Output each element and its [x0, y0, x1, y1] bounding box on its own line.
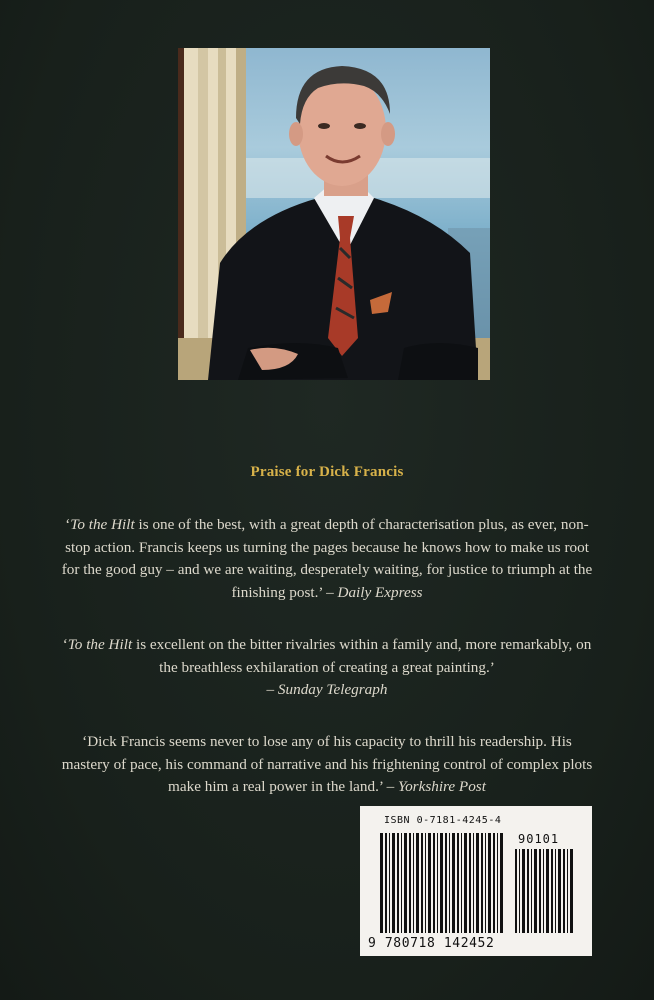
praise-heading: Praise for Dick Francis	[250, 464, 404, 480]
review-quote-yorkshire-post	[60, 731, 594, 799]
isbn-label: ISBN 0-7181-4245-4	[384, 815, 502, 826]
book-title: To the Hilt	[67, 636, 133, 653]
quote-text: is excellent on the bitter rivalries within a family and, more remarkably, on the breathless exhilaration of creating a great painting.’	[132, 636, 592, 676]
author-portrait-image	[178, 48, 490, 380]
ean-barcode-bars	[380, 833, 505, 933]
review-quote-sunday-telegraph: ‘To the Hilt is excellent on the bitter rivalries within a family and, more remarkably, on the breathless exhilaration of creating a great painting.’ – Sunday Telegraph	[62, 636, 592, 698]
quote-source: Yorkshire Post	[398, 778, 486, 795]
quote-source: Daily Express	[337, 583, 423, 601]
addon-barcode-bars	[515, 849, 573, 933]
price-code-label: 90101	[518, 832, 560, 846]
book-title: To the Hilt	[70, 516, 135, 533]
author-photo	[178, 48, 490, 380]
quote-text: ‘Dick Francis seems never to lose any of his capacity to thrill his readership. His mastery of pace, his command of narrative and his frightening control of complex plots make him a real power in the land.’ –	[61, 733, 593, 795]
quote-source: – Sunday Telegraph	[266, 681, 388, 698]
isbn-barcode	[360, 806, 592, 956]
quote-text: is one of the best, with a great depth of characterisation plus, as ever, non-stop action. Francis keeps us turning the pages because he knows how to make us root for the good guy – and we are waiting, desperately waiting, for justice to triumph at the finishing post.’ –	[61, 516, 593, 601]
barcode-digits: 9 780718 142452	[368, 936, 495, 951]
review-quote-daily-express: ‘To the Hilt is one of the best, with a great depth of characterisation plus, as ever, non-stop action. Francis keeps us turning the pages because he knows how to make us root for the good guy – and we are waiting, desperately waiting, for justice to triumph at the finishing post.’ – Daily Express	[61, 516, 593, 601]
